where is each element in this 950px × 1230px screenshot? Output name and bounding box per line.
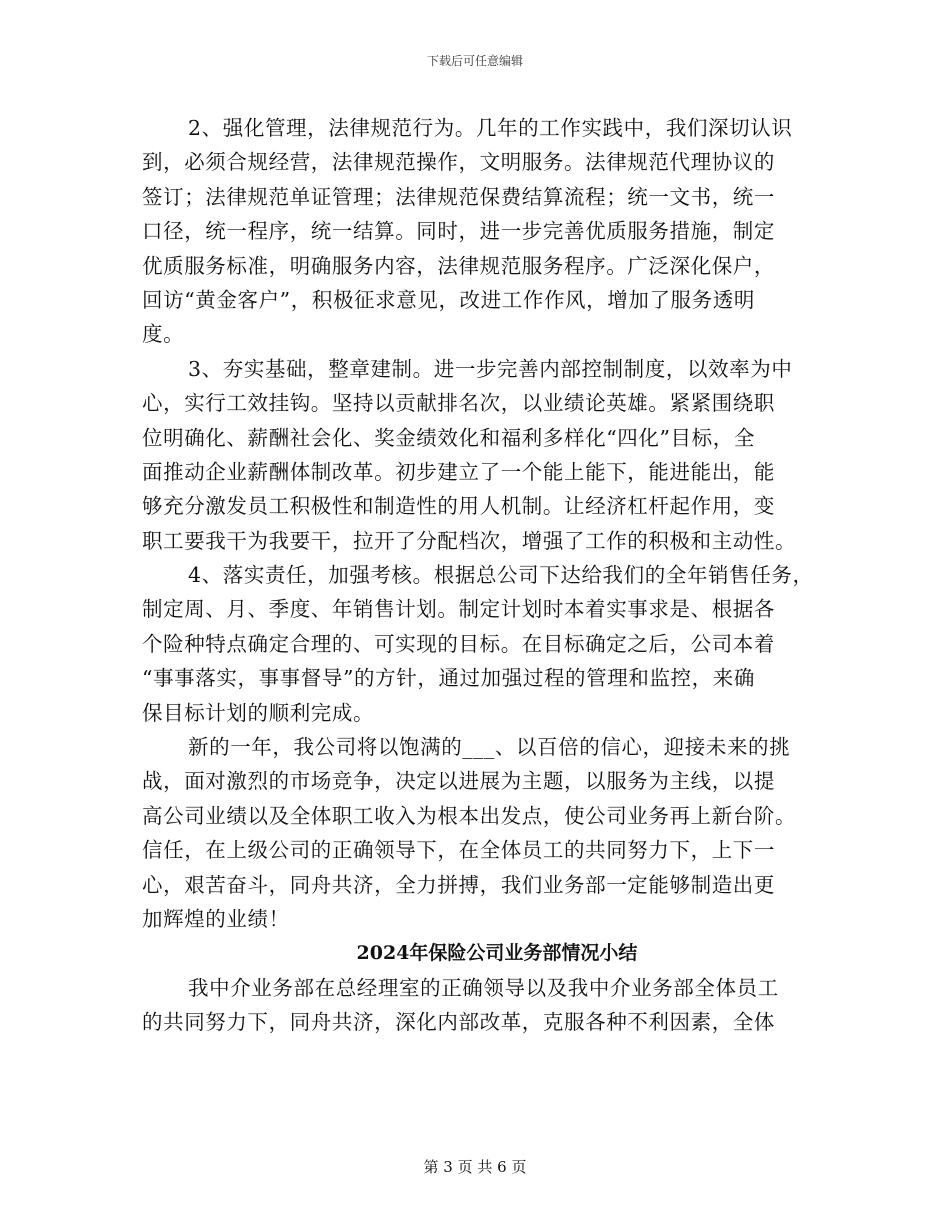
paragraph-line: 新的一年，我公司将以饱满的___、以百倍的信心，迎接未来的挑 bbox=[188, 735, 791, 760]
section-title: 2024年保险公司业务部情况小结 bbox=[356, 942, 638, 965]
paragraph-line: 度。 bbox=[142, 322, 185, 347]
paragraph-line: 面推动企业薪酬体制改革。初步建立了一个能上能下，能进能出，能 bbox=[142, 459, 775, 484]
paragraph-line: 位明确化、薪酬社会化、奖金绩效化和福利多样化“四化”目标，全 bbox=[142, 425, 755, 450]
paragraph-line: 4、落实责任，加强考核。根据总公司下达给我们的全年销售任务， bbox=[188, 563, 814, 588]
paragraph-line: 2、强化管理，法律规范行为。几年的工作实践中，我们深切认识 bbox=[188, 116, 793, 140]
paragraph-line: 回访“黄金客户”，积极征求意见，改进工作作风，增加了服务透明 bbox=[142, 287, 755, 312]
page-footer: 第 3 页 共 6 页 bbox=[423, 1158, 527, 1176]
paragraph-line: “事事落实，事事督导”的方针，通过加强过程的管理和监控，来确 bbox=[142, 666, 755, 691]
page-header: 下载后可任意编辑 bbox=[426, 54, 523, 68]
paragraph-line: 制定周、月、季度、年销售计划。制定计划时本着实事求是、根据各 bbox=[142, 597, 775, 622]
paragraph-line: 3、夯实基础，整章建制。进一步完善内部控制制度，以效率为中 bbox=[188, 356, 793, 381]
paragraph-line: 个险种特点确定合理的、可实现的目标。在目标确定之后，公司本着 bbox=[142, 631, 775, 656]
paragraph-line: 优质服务标准，明确服务内容，法律规范服务程序。广泛深化保户， bbox=[142, 253, 775, 278]
paragraph-line: 够充分激发员工积极性和制造性的用人机制。让经济杠杆起作用，变 bbox=[142, 494, 775, 519]
paragraph-line: 高公司业绩以及全体职工收入为根本出发点，使公司业务再上新台阶。 bbox=[142, 803, 797, 828]
paragraph-line: 心，实行工效挂钩。坚持以贡献排名次，以业绩论英雄。紧紧围绕职 bbox=[142, 391, 775, 416]
paragraph-line: 保目标计划的顺利完成。 bbox=[142, 700, 375, 725]
paragraph-line: 战，面对激烈的市场竞争，决定以进展为主题，以服务为主线，以提 bbox=[142, 769, 775, 794]
paragraph-line: 职工要我干为我要干，拉开了分配档次，增强了工作的积极和主动性。 bbox=[142, 528, 797, 553]
document-body bbox=[142, 111, 822, 1040]
paragraph-line: 我中介业务部在总经理室的正确领导以及我中介业务部全体员工 bbox=[188, 975, 779, 1000]
paragraph-line: 加辉煌的业绩！ bbox=[142, 906, 290, 931]
paragraph-line: 到，必须合规经营，法律规范操作，文明服务。法律规范代理协议的 bbox=[142, 150, 775, 175]
paragraph-line: 签订；法律规范单证管理；法律规范保费结算流程；统一文书，统一 bbox=[142, 184, 775, 209]
paragraph-line: 信任，在上级公司的正确领导下，在全体员工的共同努力下，上下一 bbox=[142, 838, 775, 863]
paragraph-line: 心，艰苦奋斗，同舟共济，全力拼搏，我们业务部一定能够制造出更 bbox=[142, 872, 775, 897]
paragraph-line: 口径，统一程序，统一结算。同时，进一步完善优质服务措施，制定 bbox=[142, 219, 775, 244]
paragraph-line: 的共同努力下，同舟共济，深化内部改革，克服各种不利因素，全体 bbox=[142, 1010, 775, 1035]
